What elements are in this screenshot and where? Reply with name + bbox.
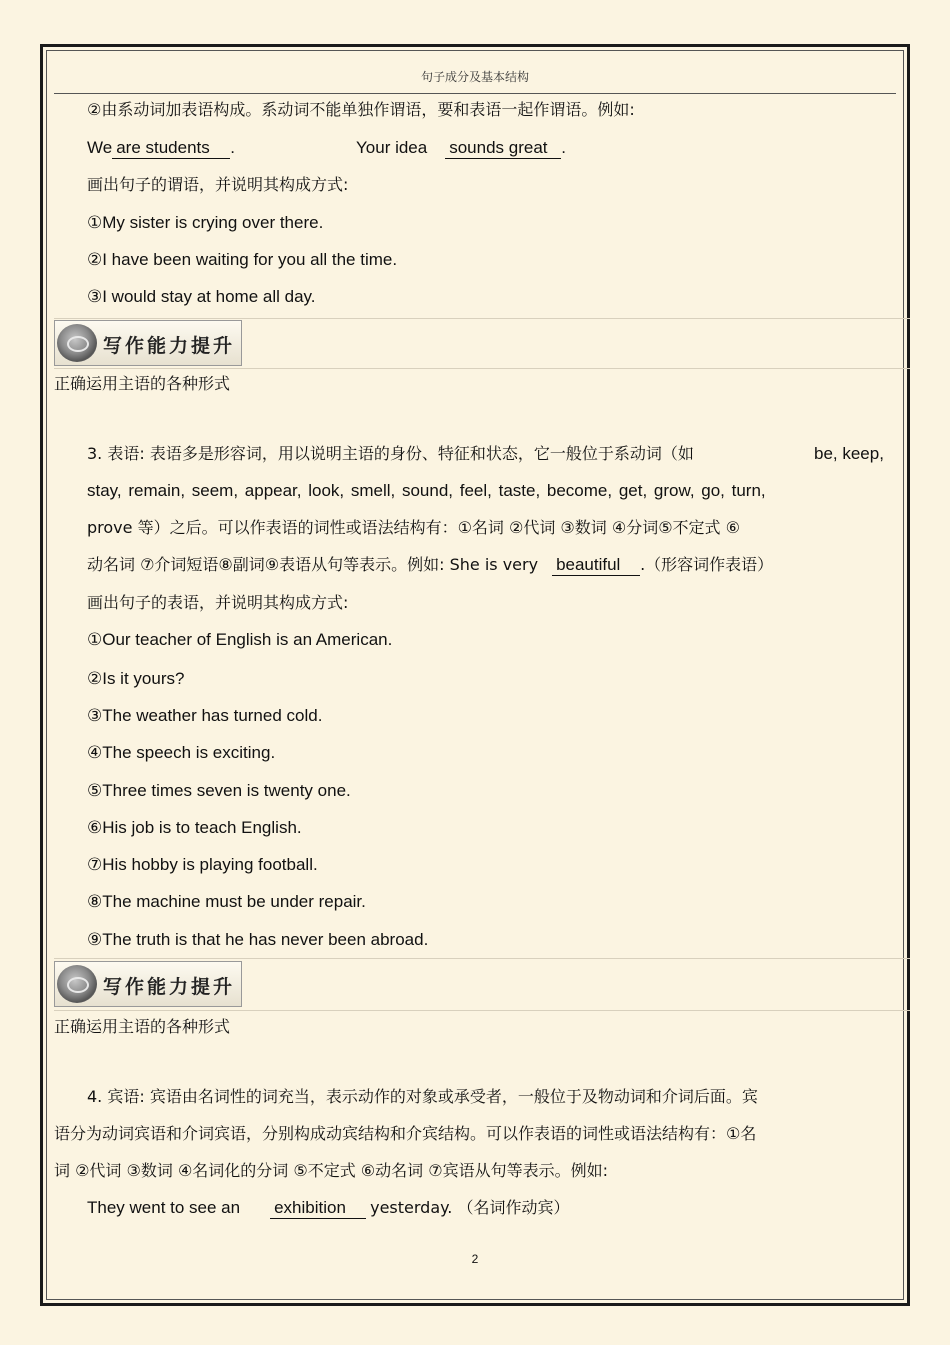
example-1-suffix: . [230,138,235,157]
predicative-task: 画出句子的表语，并说明其构成方式: [87,593,349,612]
banner-subtitle: 正确运用主语的各种形式 [54,1017,231,1036]
running-header: 句子成分及基本结构 [420,70,529,84]
banner-subtitle: 正确运用主语的各种形式 [54,374,231,393]
predicative-item-3: ③The weather has turned cold. [87,706,323,725]
banner-bottom-rule [54,1010,910,1011]
predicative-para-4 [87,555,773,576]
object-para-1: 4. 宾语: 宾语由名词性的词充当，表示动作的对象或承受者，一般位于及物动词和介词后面。宾 [87,1087,758,1106]
predicative-item-9: ⑨The truth is that he has never been abroad. [87,930,429,949]
predicate-item-2: ②I have been waiting for you all the time. [87,250,398,269]
object-example [87,1198,569,1219]
banner-top-rule [54,318,910,319]
object-example-prefix: They went to see an [87,1198,241,1217]
example-1-prefix: We [87,138,113,157]
object-example-suffix: yesterday. （名词作动宾） [370,1198,570,1217]
seal-icon [57,324,97,362]
example-2-prefix: Your idea [356,138,428,157]
header-divider [54,93,896,94]
banner-title: 写作能力提升 [103,335,236,357]
example-2-answer: sounds great [445,138,561,159]
predicative-item-1: ①Our teacher of English is an American. [87,630,393,649]
predicative-para-1-end: be, keep, [814,444,884,463]
predicative-item-7: ⑦His hobby is playing football. [87,855,318,874]
writing-skill-banner [54,320,242,366]
predicative-para-2: stay, remain, seem, appear, look, smell, sound, feel, taste, become, get, grow, go, turn, [87,481,766,500]
writing-skill-banner [54,961,242,1007]
para-4-answer: beautiful [552,555,640,576]
predicative-item-8: ⑧The machine must be under repair. [87,892,366,911]
predicate-item-1: ①My sister is crying over there. [87,213,324,232]
banner-bottom-rule [54,368,910,369]
predicate-item-3: ③I would stay at home all day. [87,287,316,306]
predicative-para-1: 3. 表语: 表语多是形容词，用以说明主语的身份、特征和状态，它一般位于系动词（如 [87,444,694,463]
predicative-item-6: ⑥His job is to teach English. [87,818,302,837]
predicative-item-2: ②Is it yours? [87,669,185,688]
predicate-example-1 [87,138,235,159]
predicative-item-4: ④The speech is exciting. [87,743,276,762]
predicate-rule: ②由系动词加表语构成。系动词不能单独作谓语，要和表语一起作谓语。例如: [87,100,635,119]
object-example-answer: exhibition [270,1198,366,1219]
object-para-2: 语分为动词宾语和介词宾语，分别构成动宾结构和介宾结构。可以作表语的词性或语法结构有：①名 [54,1124,757,1143]
predicate-example-2 [356,138,566,159]
para-4-suffix: .（形容词作表语） [640,555,774,574]
object-para-3: 词 ②代词 ③数词 ④名词化的分词 ⑤不定式 ⑥动名词 ⑦宾语从句等表示。例如: [54,1161,608,1180]
predicate-task: 画出句子的谓语，并说明其构成方式: [87,175,349,194]
seal-icon [57,965,97,1003]
predicative-item-5: ⑤Three times seven is twenty one. [87,781,351,800]
example-2-suffix: . [561,138,566,157]
predicative-para-3: prove 等）之后。可以作表语的词性或语法结构有：①名词 ②代词 ③数词 ④分词⑤不定式 ⑥ [87,518,740,537]
banner-top-rule [54,958,910,959]
page-number: 2 [471,1252,479,1266]
banner-title: 写作能力提升 [103,976,236,998]
example-1-answer: are students [112,138,230,159]
para-4-prefix: 动名词 ⑦介词短语⑧副词⑨表语从句等表示。例如: She is very [87,555,539,574]
